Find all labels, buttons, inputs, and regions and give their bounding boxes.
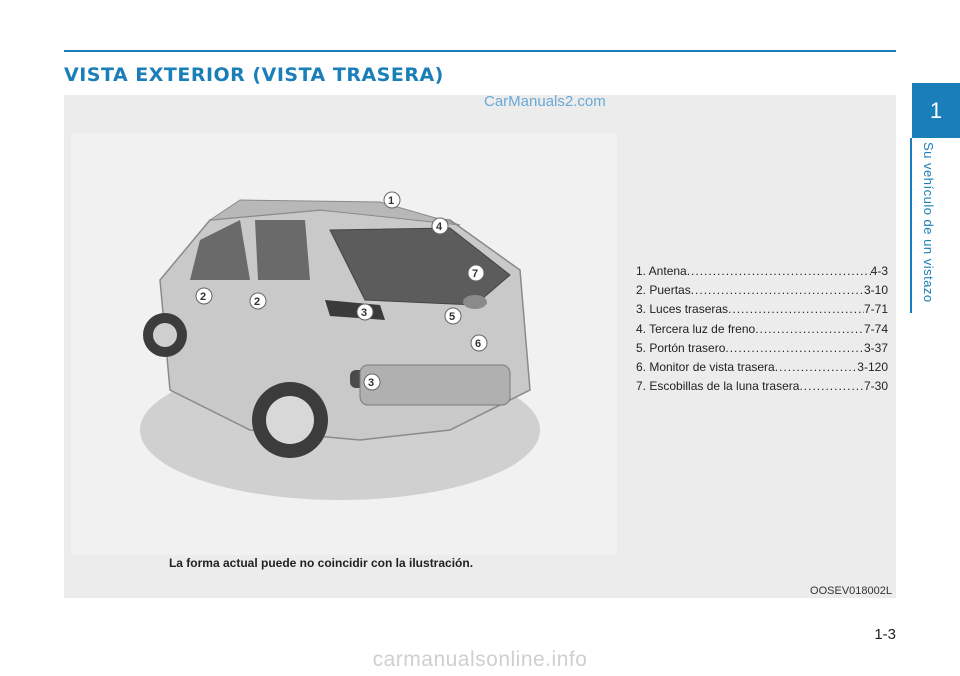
legend-page-ref: 3-120: [857, 360, 888, 375]
wheel-rim-left: [153, 323, 177, 347]
legend-label: 7. Escobillas de la luna trasera: [636, 379, 800, 394]
component-legend: [636, 262, 888, 396]
chapter-label-container: [912, 138, 960, 313]
legend-page-ref: 3-10: [863, 283, 888, 298]
legend-item: [636, 339, 888, 358]
legend-label: 5. Portón trasero: [636, 340, 726, 355]
legend-item: [636, 377, 888, 396]
header-rule: [64, 50, 896, 52]
legend-label: 4. Tercera luz de freno: [636, 321, 756, 336]
callout-3b: 3: [368, 377, 375, 389]
wheel-rim-right: [266, 396, 314, 444]
legend-item: [636, 300, 888, 319]
rear-bumper: [360, 365, 510, 405]
chapter-tab[interactable]: 1: [912, 83, 960, 138]
callout-5: 5: [449, 311, 456, 323]
chapter-label: Su vehículo de un vistazo: [921, 142, 936, 303]
leader-dots: [755, 320, 864, 339]
legend-label: 1. Antena: [636, 264, 687, 278]
callout-1: 1: [388, 195, 395, 207]
legend-label: 6. Monitor de vista trasera: [636, 360, 775, 375]
figure-caption: La forma actual puede no coincidir con la ilustración.: [168, 556, 474, 570]
figure-code: OOSEV018002L: [810, 585, 892, 597]
legend-page-ref: 7-71: [863, 302, 888, 317]
car-rear-illustration: [130, 180, 550, 510]
callout-3a: 3: [361, 307, 368, 319]
watermark-bottom[interactable]: carmanualsonline.info: [372, 648, 588, 671]
legend-page-ref: 7-30: [863, 379, 888, 394]
leader-dots: [775, 358, 858, 377]
leader-dots: [687, 262, 871, 281]
legend-page-ref: 4-3: [870, 264, 888, 278]
page-number: 1-3: [874, 626, 896, 643]
callout-2b: 2: [254, 296, 261, 308]
legend-label: 3. Luces traseras: [636, 302, 729, 317]
side-window-rear: [255, 220, 310, 280]
callout-6: 6: [475, 338, 482, 350]
legend-item: [636, 262, 888, 281]
legend-label: 2. Puertas: [636, 283, 691, 298]
brand-emblem: [463, 295, 487, 309]
callout-2a: 2: [200, 291, 207, 303]
leader-dots: [725, 339, 864, 358]
legend-item: [636, 320, 888, 339]
legend-page-ref: 7-74: [863, 321, 888, 336]
callout-4: 4: [436, 221, 443, 233]
callout-7: 7: [472, 268, 479, 280]
legend-item: [636, 281, 888, 300]
watermark-top[interactable]: CarManuals2.com: [484, 93, 606, 110]
leader-dots: [691, 281, 864, 300]
leader-dots: [728, 300, 864, 319]
leader-dots: [799, 377, 864, 396]
page-title: VISTA EXTERIOR (VISTA TRASERA): [64, 64, 444, 86]
legend-item: [636, 358, 888, 377]
legend-page-ref: 3-37: [863, 340, 888, 355]
